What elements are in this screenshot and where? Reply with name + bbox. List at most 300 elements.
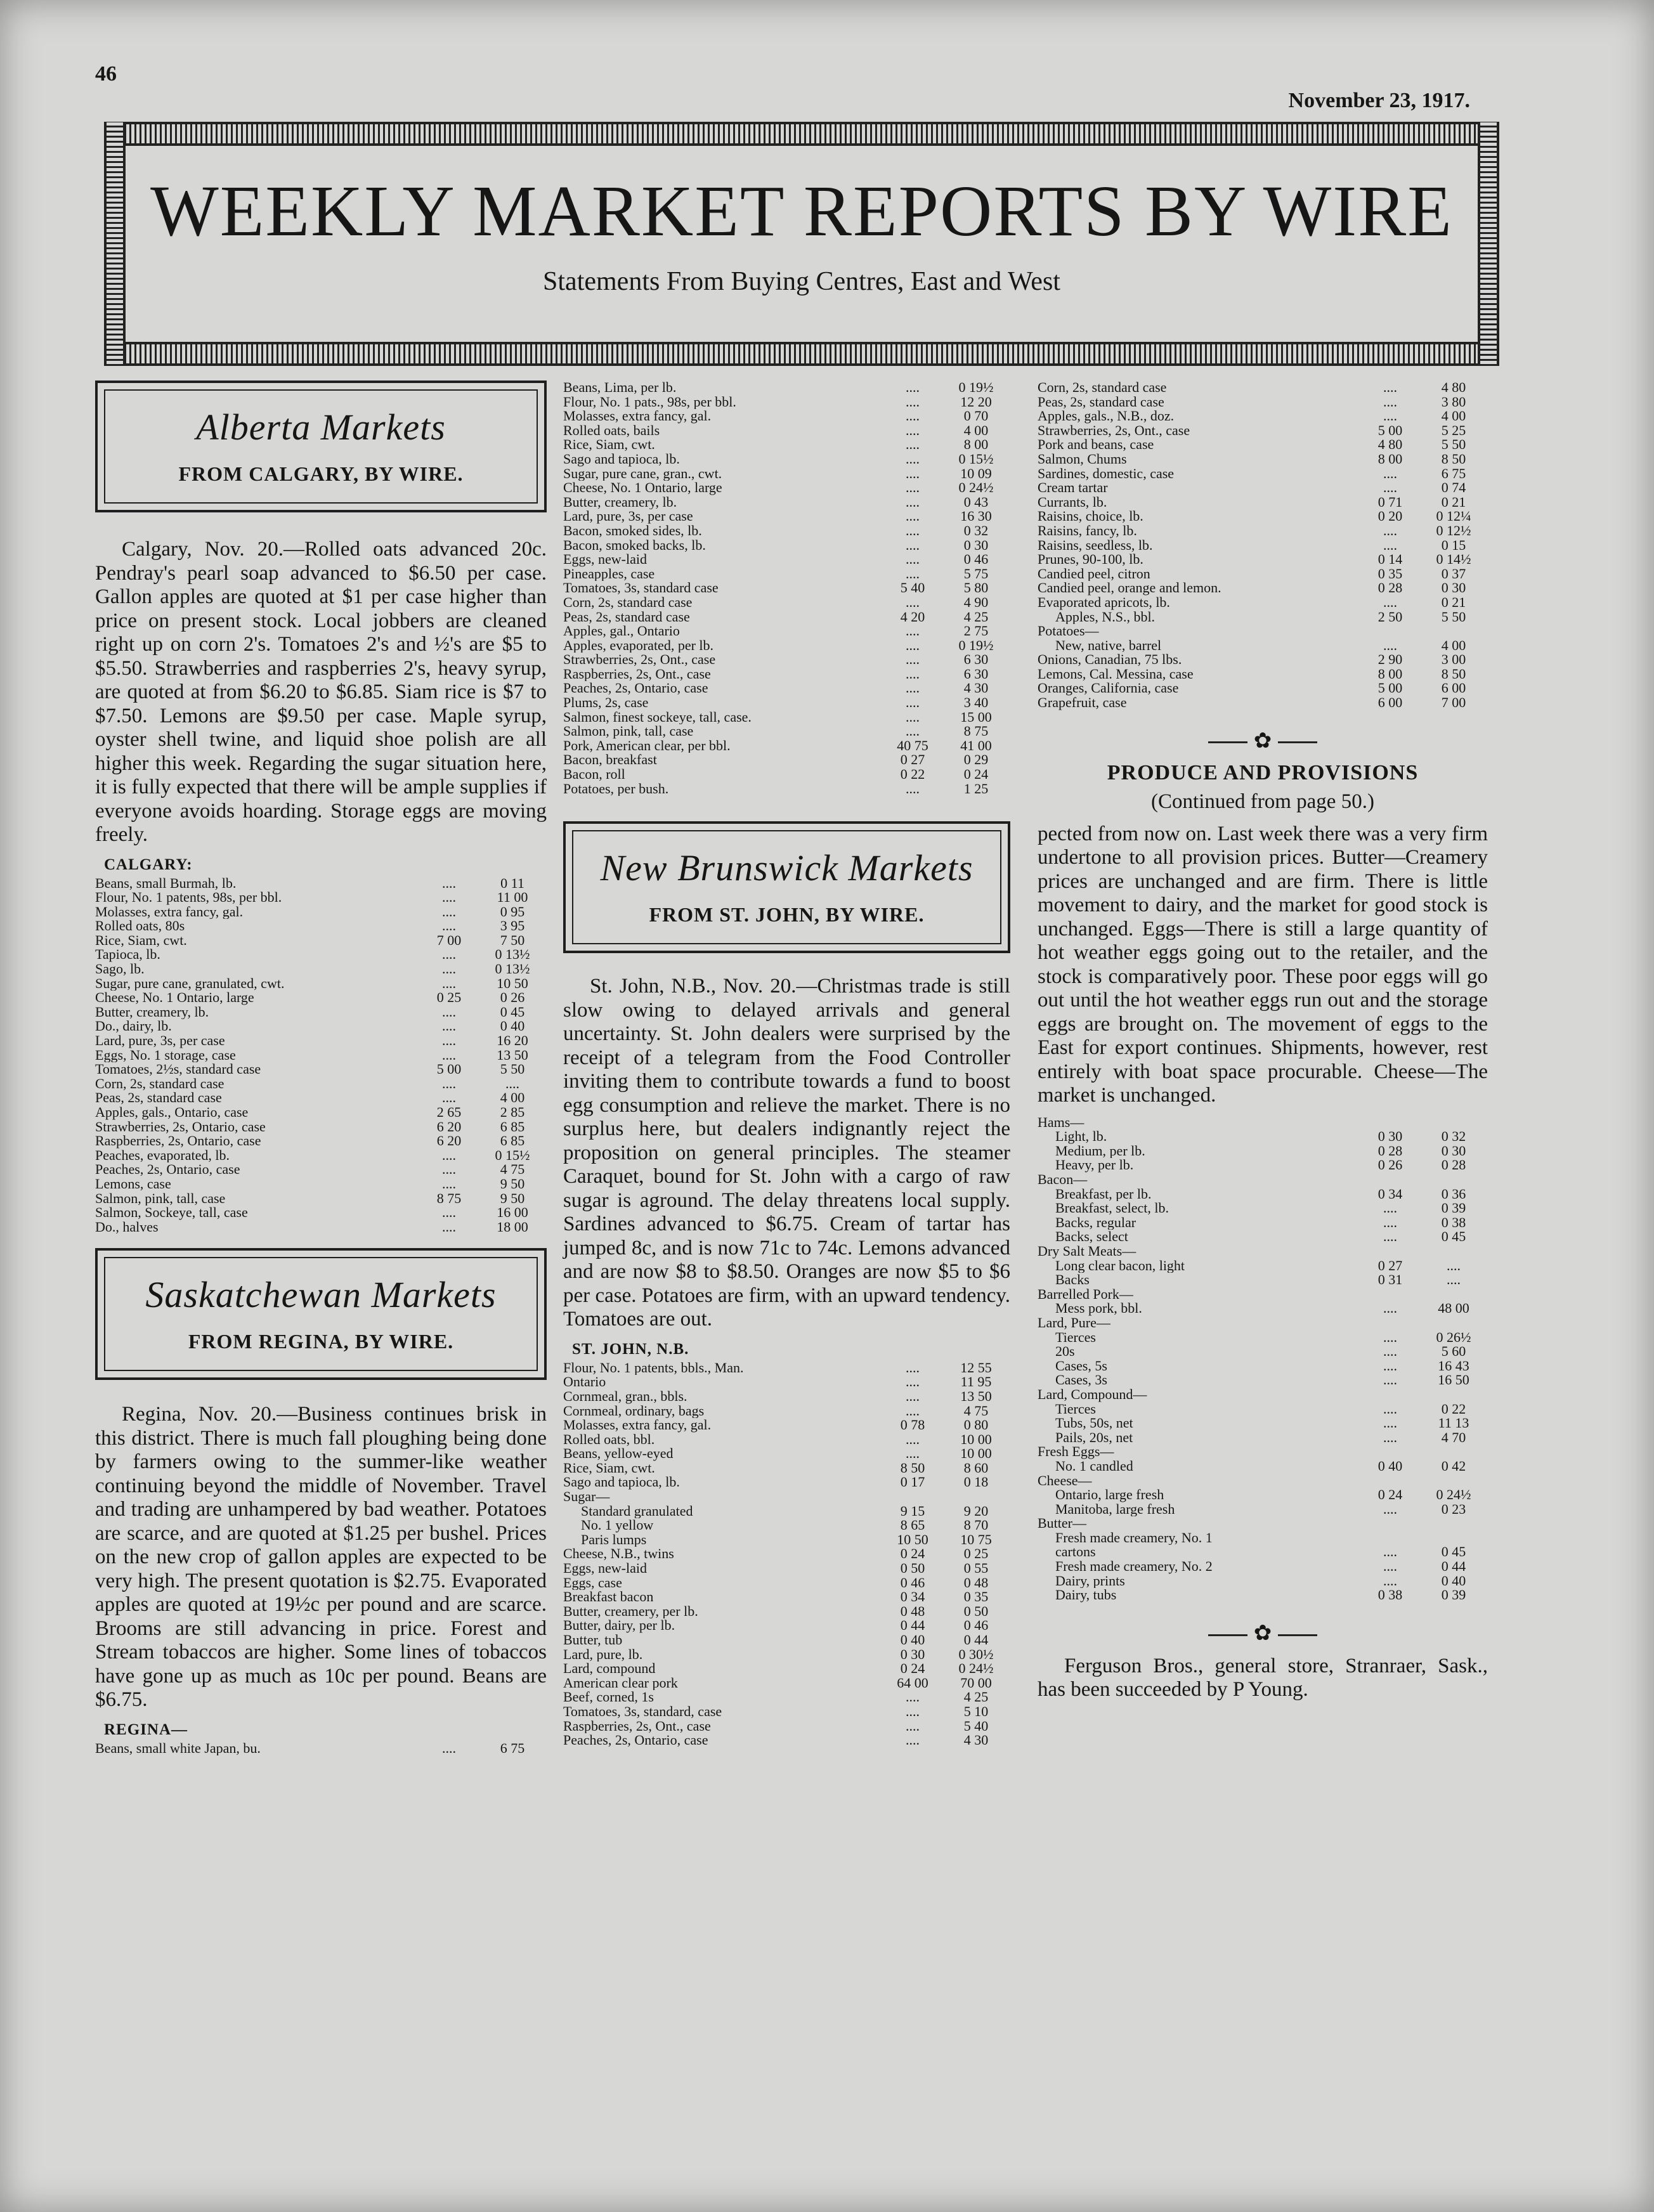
- price-low: ....: [1383, 1372, 1397, 1388]
- price-high: 0 12½: [1436, 522, 1471, 538]
- price-high: 0 12¼: [1436, 508, 1471, 524]
- item-name: Barrelled Pork—: [1038, 1287, 1133, 1302]
- item-name: Eggs, No. 1 storage, case: [95, 1048, 236, 1063]
- item-name: Currants, lb.: [1038, 495, 1107, 510]
- item-name: Bacon, roll: [563, 767, 625, 782]
- table-row: [563, 595, 1010, 610]
- item-name: Strawberries, 2s, Ont., case: [563, 653, 716, 667]
- price-low: ....: [906, 1402, 920, 1419]
- price-low: ....: [906, 508, 920, 524]
- item-name: Backs, regular: [1055, 1215, 1136, 1230]
- price-low: ....: [906, 780, 920, 797]
- table-row: [1038, 1216, 1488, 1230]
- price-high: 8 50: [1441, 665, 1466, 682]
- price-high: 3 40: [963, 694, 989, 711]
- price-low: ....: [906, 436, 920, 453]
- price-low: ....: [1383, 522, 1397, 538]
- item-name: Apples, gal., Ontario: [563, 624, 680, 639]
- price-low: 6 20: [436, 1133, 462, 1149]
- price-high: 4 00: [500, 1090, 525, 1106]
- item-name: Beef, corned, 1s: [563, 1690, 654, 1705]
- price-high: 16 20: [497, 1032, 528, 1049]
- price-high: 0 15½: [958, 450, 994, 467]
- table-row: [95, 1120, 547, 1135]
- price-high: 11 13: [1438, 1415, 1469, 1431]
- price-high: 0 50: [963, 1603, 989, 1619]
- table-row: [1038, 1344, 1488, 1359]
- item-name: Peaches, 2s, Ontario, case: [95, 1162, 240, 1177]
- price-high: 41 00: [960, 737, 992, 753]
- table-row: [563, 1547, 1010, 1561]
- price-high: 0 18: [963, 1474, 989, 1490]
- table-row: [95, 1005, 547, 1020]
- price-low: 0 34: [900, 1589, 925, 1605]
- table-row: [563, 1719, 1010, 1734]
- price-low: ....: [906, 551, 920, 568]
- price-high: 4 90: [963, 594, 989, 610]
- price-low: ....: [442, 1032, 456, 1049]
- price-low: ....: [1383, 1200, 1397, 1216]
- price-low: 0 35: [1377, 565, 1403, 582]
- table-row: [1038, 1187, 1488, 1202]
- regina-price-table: [95, 1741, 547, 1756]
- table-row: [563, 681, 1010, 696]
- price-high: [942, 1490, 1010, 1504]
- price-low: ....: [442, 1204, 456, 1221]
- price-low: [1361, 1516, 1419, 1531]
- regina-table-label: REGINA—: [104, 1721, 188, 1738]
- price-high: 0 26: [500, 989, 525, 1006]
- table-row: [1038, 1559, 1488, 1574]
- item-name: Flour, No. 1 patents, 98s, per bbl.: [95, 890, 282, 905]
- price-high: 4 75: [500, 1161, 525, 1178]
- item-name: Tierces: [1055, 1330, 1096, 1345]
- item-name: Rolled oats, bails: [563, 423, 660, 438]
- price-low: ....: [906, 1717, 920, 1734]
- price-high: 0 95: [500, 903, 525, 920]
- price-high: 0 37: [1441, 565, 1466, 582]
- price-high: 0 14½: [1436, 551, 1471, 568]
- table-row: [1038, 624, 1488, 639]
- price-low: ....: [906, 1689, 920, 1705]
- item-name: Sugar, pure cane, gran., cwt.: [563, 466, 722, 481]
- item-name: Cases, 3s: [1055, 1373, 1107, 1388]
- item-name: Raisins, choice, lb.: [1038, 509, 1143, 524]
- item-name: Pails, 20s, net: [1055, 1430, 1133, 1445]
- table-row: [563, 395, 1010, 410]
- price-low: 0 27: [1377, 1257, 1403, 1273]
- price-low: ....: [442, 875, 456, 891]
- price-high: 0 30: [1441, 580, 1466, 596]
- table-row: [1038, 1459, 1488, 1474]
- item-name: Beans, Lima, per lb.: [563, 381, 677, 395]
- item-name: Bacon—: [1038, 1173, 1088, 1187]
- table-row: [1038, 1173, 1488, 1187]
- column-2: [563, 381, 1010, 1748]
- price-high: 0 22: [1441, 1400, 1466, 1417]
- table-row: [95, 876, 547, 891]
- price-low: 2 65: [436, 1104, 462, 1120]
- table-row: [1038, 1574, 1488, 1589]
- price-high: 5 50: [500, 1061, 525, 1077]
- price-high: 0 30½: [958, 1646, 994, 1662]
- item-name: Dry Salt Meats—: [1038, 1244, 1136, 1259]
- item-name: Potatoes, per bush.: [563, 781, 669, 797]
- item-name: Butter, tub: [563, 1633, 623, 1648]
- price-low: 0 26: [1377, 1157, 1403, 1173]
- price-high: 5 50: [1441, 436, 1466, 453]
- item-name: Corn, 2s, standard case: [1038, 381, 1167, 395]
- table-row: [95, 1192, 547, 1206]
- price-low: 8 00: [1377, 450, 1403, 467]
- price-high: 8 70: [963, 1517, 989, 1533]
- price-low: ....: [1383, 1558, 1397, 1575]
- new-brunswick-heading-box: [563, 821, 1010, 953]
- item-name: Salmon, Sockeye, tall, case: [95, 1206, 248, 1220]
- price-high: 15 00: [960, 708, 992, 725]
- price-low: [1361, 1474, 1419, 1488]
- item-name: Tomatoes, 2½s, standard case: [95, 1062, 261, 1077]
- table-row: [1038, 438, 1488, 452]
- price-low: ....: [442, 1046, 456, 1063]
- item-name: Bacon, smoked backs, lb.: [563, 538, 706, 553]
- table-row: [1038, 1116, 1488, 1130]
- price-high: 0 24½: [1436, 1487, 1471, 1503]
- price-high: [1419, 1474, 1488, 1488]
- price-high: 0 40: [1441, 1572, 1466, 1589]
- table-row: [1038, 381, 1488, 395]
- item-name: Tomatoes, 3s, standard, case: [563, 1704, 722, 1719]
- price-low: 0 40: [1377, 1457, 1403, 1474]
- item-name: Beans, yellow-eyed: [563, 1447, 674, 1461]
- item-name: Do., halves: [95, 1220, 159, 1235]
- item-name: Prunes, 90-100, lb.: [1038, 552, 1143, 567]
- table-row: [563, 409, 1010, 424]
- price-low: 64 00: [897, 1674, 928, 1691]
- page-subtitle: Statements From Buying Centres, East and West: [543, 267, 1060, 296]
- price-low: ....: [1383, 379, 1397, 395]
- price-high: 0 39: [1441, 1587, 1466, 1603]
- table-row: [95, 1177, 547, 1192]
- issue-date: November 23, 1917.: [1288, 89, 1470, 112]
- table-row: [563, 381, 1010, 395]
- price-low: ....: [442, 1161, 456, 1178]
- table-row: [563, 1561, 1010, 1576]
- new-brunswick-report: St. John, N.B., Nov. 20.—Christmas trade is still slow owing to delayed arrivals and general uncertainty. St. John dealers were surprised by the receipt of a telegram from the Food Controller inviting them to contribute towards a fund to boost egg consumption and relieve the market. There is no surplus here, but dealers indignantly reject the proposition on general principles. The steamer Caraquet, bound for St. John with a cargo of raw sugar is aground. The delay threatens local supply. Sardines advanced to $6.75. Cream of tartar has jumped 8c, and is now 71c to 74c. Lemons advanced and are now $8 to $8.50. Oranges are now $5 to $6 per case. Potatoes are firm, with an upward tendency. Tomatoes are out.: [563, 975, 1010, 1331]
- table-row: [1038, 1359, 1488, 1374]
- ornament-icon: ✿: [1253, 1621, 1272, 1645]
- price-low: ....: [442, 1090, 456, 1106]
- table-row: [95, 1062, 547, 1077]
- st-john-price-table-continued: [1038, 381, 1488, 710]
- price-high: 10 00: [960, 1445, 992, 1462]
- price-low: 2 50: [1377, 608, 1403, 625]
- price-low: ....: [1383, 1572, 1397, 1589]
- item-name: Mess pork, bbl.: [1055, 1301, 1142, 1316]
- item-name: Fresh made creamery, No. 1: [1055, 1530, 1213, 1545]
- item-name: Lard, compound: [563, 1662, 656, 1676]
- price-low: ....: [442, 1175, 456, 1192]
- price-low: ....: [1383, 408, 1397, 424]
- alberta-subtitle: FROM CALGARY, BY WIRE.: [178, 462, 464, 485]
- price-high: 0 43: [963, 493, 989, 510]
- price-low: ....: [906, 1431, 920, 1447]
- table-row: [563, 782, 1010, 797]
- table-row: [1038, 610, 1488, 625]
- item-name: Butter, creamery, per lb.: [563, 1604, 698, 1619]
- price-low: 0 71: [1377, 493, 1403, 510]
- saskatchewan-subtitle: FROM REGINA, BY WIRE.: [188, 1330, 454, 1353]
- item-name: Tapioca, lb.: [95, 947, 160, 963]
- price-high: 13 50: [497, 1046, 528, 1063]
- price-low: ....: [906, 465, 920, 481]
- table-row: [1038, 696, 1488, 710]
- price-high: 48 00: [1438, 1300, 1469, 1317]
- item-name: Butter, creamery, lb.: [563, 495, 677, 510]
- table-row: [563, 567, 1010, 582]
- price-high: 11 00: [497, 889, 528, 906]
- table-row: [95, 1206, 547, 1220]
- price-low: ....: [442, 1218, 456, 1235]
- item-name: Peaches, 2s, Ontario, case: [563, 681, 708, 696]
- table-row: [95, 1048, 547, 1063]
- item-name: Peaches, 2s, Ontario, case: [563, 1733, 708, 1748]
- table-row: [563, 1504, 1010, 1519]
- price-high: [1419, 1516, 1488, 1531]
- price-low: ....: [906, 537, 920, 553]
- price-low: ....: [1383, 1400, 1397, 1417]
- item-name: Sugar, pure cane, granulated, cwt.: [95, 976, 285, 991]
- price-high: 7 00: [1441, 694, 1466, 711]
- table-row: [1038, 452, 1488, 467]
- price-high: 0 21: [1441, 594, 1466, 610]
- price-low: 2 90: [1377, 651, 1403, 668]
- table-row: [563, 1633, 1010, 1648]
- table-row: [563, 1461, 1010, 1476]
- price-high: 2 85: [500, 1104, 525, 1120]
- table-row: [95, 890, 547, 905]
- price-low: 7 00: [436, 932, 462, 948]
- price-low: [1361, 1244, 1419, 1259]
- item-name: No. 1 yellow: [581, 1518, 654, 1533]
- price-low: 0 50: [900, 1560, 925, 1577]
- produce-price-table: [1038, 1116, 1488, 1603]
- item-name: Salmon, finest sockeye, tall, case.: [563, 710, 752, 725]
- table-row: [1038, 1144, 1488, 1159]
- price-low: 0 40: [900, 1632, 925, 1648]
- price-high: 0 39: [1441, 1200, 1466, 1216]
- price-low: ....: [906, 680, 920, 696]
- table-row: [563, 753, 1010, 767]
- ornament-icon: ✿: [1253, 729, 1272, 753]
- price-low: ....: [1383, 1415, 1397, 1431]
- table-row: [95, 977, 547, 991]
- table-row: [1038, 1287, 1488, 1302]
- table-row: [1038, 1273, 1488, 1287]
- price-high: 10 09: [960, 465, 992, 481]
- table-row: [563, 710, 1010, 725]
- price-low: 5 40: [900, 580, 925, 596]
- produce-subheading: (Continued from page 50.): [1151, 790, 1374, 813]
- price-high: [1419, 1244, 1488, 1259]
- price-low: ....: [906, 379, 920, 395]
- price-high: [1419, 624, 1488, 639]
- item-name: Plums, 2s, case: [563, 696, 649, 710]
- item-name: Onions, Canadian, 75 lbs.: [1038, 653, 1182, 667]
- table-row: [1038, 1244, 1488, 1259]
- table-row: [95, 1034, 547, 1048]
- table-row: [563, 1375, 1010, 1389]
- page-title: WEEKLY MARKET REPORTS BY WIRE: [150, 171, 1453, 251]
- price-low: ....: [442, 1147, 456, 1163]
- produce-report: pected from now on. Last week there was a very firm undertone to all provision prices. Butter—Creamery prices are unchanged and are firm. There is little movement to dairy, and the market for good stock is unchanged. Eggs—There is still a large quantity of hot weather eggs going out to the retailer, and the stock is comparatively poor. These poor eggs will go out until the hot weather eggs run out and the storage eggs are brought on. The movement of eggs to the East for export continues. Shipments, however, rest entirely with boat space procurable. Cheese—The market is unchanged.: [1038, 822, 1488, 1107]
- table-row: [1038, 639, 1488, 653]
- item-name: Sago, lb.: [95, 962, 145, 977]
- price-high: 4 25: [963, 608, 989, 625]
- item-name: 20s: [1055, 1344, 1075, 1359]
- item-name: Rice, Siam, cwt.: [95, 933, 187, 948]
- price-high: 0 19½: [958, 637, 994, 653]
- price-high: 0 15½: [495, 1147, 530, 1163]
- price-high: 6 30: [963, 665, 989, 682]
- table-row: [95, 905, 547, 920]
- price-high: 0 15: [1441, 537, 1466, 553]
- price-high: 10 00: [960, 1431, 992, 1447]
- price-low: [1361, 624, 1419, 639]
- table-row: [563, 624, 1010, 639]
- price-low: [1361, 1316, 1419, 1330]
- price-high: 0 35: [963, 1589, 989, 1605]
- price-high: 0 40: [500, 1018, 525, 1034]
- item-name: Oranges, California, case: [1038, 681, 1179, 696]
- price-low: ....: [906, 594, 920, 610]
- price-low: 0 34: [1377, 1185, 1403, 1202]
- item-name: Rice, Siam, cwt.: [563, 438, 655, 452]
- item-name: Lard, pure, lb.: [563, 1647, 643, 1662]
- table-row: [563, 581, 1010, 595]
- price-high: [1419, 1173, 1488, 1187]
- price-high: ....: [1447, 1257, 1461, 1273]
- item-name: cartons: [1055, 1545, 1096, 1560]
- price-high: 6 85: [500, 1118, 525, 1135]
- price-low: ....: [906, 637, 920, 653]
- item-name: Sardines, domestic, case: [1038, 466, 1175, 481]
- item-name: Cream tartar: [1038, 481, 1108, 495]
- price-low: ....: [442, 975, 456, 991]
- price-low: 0 24: [1377, 1487, 1403, 1503]
- table-row: [563, 1475, 1010, 1490]
- price-low: 9 15: [900, 1502, 925, 1519]
- table-row: [563, 639, 1010, 653]
- table-row: [1038, 395, 1488, 410]
- table-row: [1038, 1488, 1488, 1502]
- table-row: [1038, 1416, 1488, 1431]
- price-low: ....: [906, 665, 920, 682]
- price-high: 0 45: [500, 1003, 525, 1020]
- table-row: [1038, 681, 1488, 696]
- item-name: Breakfast bacon: [563, 1590, 654, 1604]
- price-low: ....: [1383, 537, 1397, 553]
- table-row: [1038, 581, 1488, 595]
- price-high: 4 70: [1441, 1429, 1466, 1445]
- table-row: [1038, 467, 1488, 481]
- item-name: Cheese, No. 1 Ontario, large: [95, 991, 254, 1005]
- price-low: 0 28: [1377, 580, 1403, 596]
- item-name: Breakfast, select, lb.: [1055, 1201, 1169, 1216]
- section-divider: [1038, 1620, 1488, 1646]
- item-name: Grapefruit, case: [1038, 696, 1127, 710]
- price-low: 0 38: [1377, 1587, 1403, 1603]
- table-row: [1038, 424, 1488, 438]
- price-low: 4 20: [900, 608, 925, 625]
- price-high: 1 25: [963, 780, 989, 797]
- price-high: 5 75: [963, 565, 989, 582]
- price-low: [1361, 1445, 1419, 1459]
- table-row: [563, 1705, 1010, 1719]
- item-name: No. 1 candled: [1055, 1459, 1133, 1474]
- item-name: Bacon, smoked sides, lb.: [563, 523, 702, 538]
- table-row: [95, 1134, 547, 1148]
- table-row: [1038, 1445, 1488, 1459]
- price-low: 0 44: [900, 1617, 925, 1634]
- item-name: Peas, 2s, standard case: [563, 609, 690, 625]
- item-name: Flour, No. 1 pats., 98s, per bbl.: [563, 394, 736, 410]
- price-low: ....: [906, 1703, 920, 1719]
- price-high: 5 10: [963, 1703, 989, 1719]
- item-name: Tomatoes, 3s, standard case: [563, 581, 719, 595]
- price-high: 8 50: [1441, 450, 1466, 467]
- table-row: [563, 767, 1010, 782]
- table-row: [1038, 509, 1488, 524]
- item-name: Lard, Compound—: [1038, 1387, 1147, 1402]
- item-name: Paris lumps: [581, 1532, 647, 1547]
- item-name: American clear pork: [563, 1675, 678, 1691]
- price-high: 8 00: [963, 436, 989, 453]
- item-name: Beans, small Burmah, lb.: [95, 876, 237, 891]
- price-high: 4 00: [1441, 637, 1466, 653]
- price-high: 70 00: [960, 1674, 992, 1691]
- table-row: [1038, 1502, 1488, 1517]
- price-high: 0 25: [963, 1545, 989, 1562]
- table-row: [95, 991, 547, 1005]
- price-low: ....: [906, 1445, 920, 1462]
- price-low: ....: [906, 479, 920, 496]
- price-high: 4 25: [963, 1689, 989, 1705]
- table-row: [563, 467, 1010, 481]
- price-low: 0 78: [900, 1417, 925, 1433]
- price-low: ....: [1383, 1228, 1397, 1245]
- item-name: Hams—: [1038, 1115, 1084, 1130]
- price-low: ....: [906, 694, 920, 711]
- table-row: [1038, 1402, 1488, 1417]
- price-low: ....: [1383, 393, 1397, 410]
- table-row: [1038, 1588, 1488, 1603]
- price-low: ....: [906, 422, 920, 438]
- price-high: 0 74: [1441, 479, 1466, 496]
- price-low: ....: [442, 961, 456, 977]
- price-high: 9 50: [500, 1175, 525, 1192]
- price-low: [1361, 1388, 1419, 1402]
- st-john-table-label: ST. JOHN, N.B.: [572, 1340, 689, 1358]
- banner-border-top: [104, 122, 1499, 146]
- table-row: [563, 495, 1010, 510]
- item-name: Salmon, Chums: [1038, 452, 1127, 467]
- item-name: Sugar—: [563, 1490, 610, 1504]
- price-high: 0 55: [963, 1560, 989, 1577]
- price-high: 0 36: [1441, 1185, 1466, 1202]
- table-row: [95, 1105, 547, 1120]
- price-low: ....: [442, 1075, 456, 1091]
